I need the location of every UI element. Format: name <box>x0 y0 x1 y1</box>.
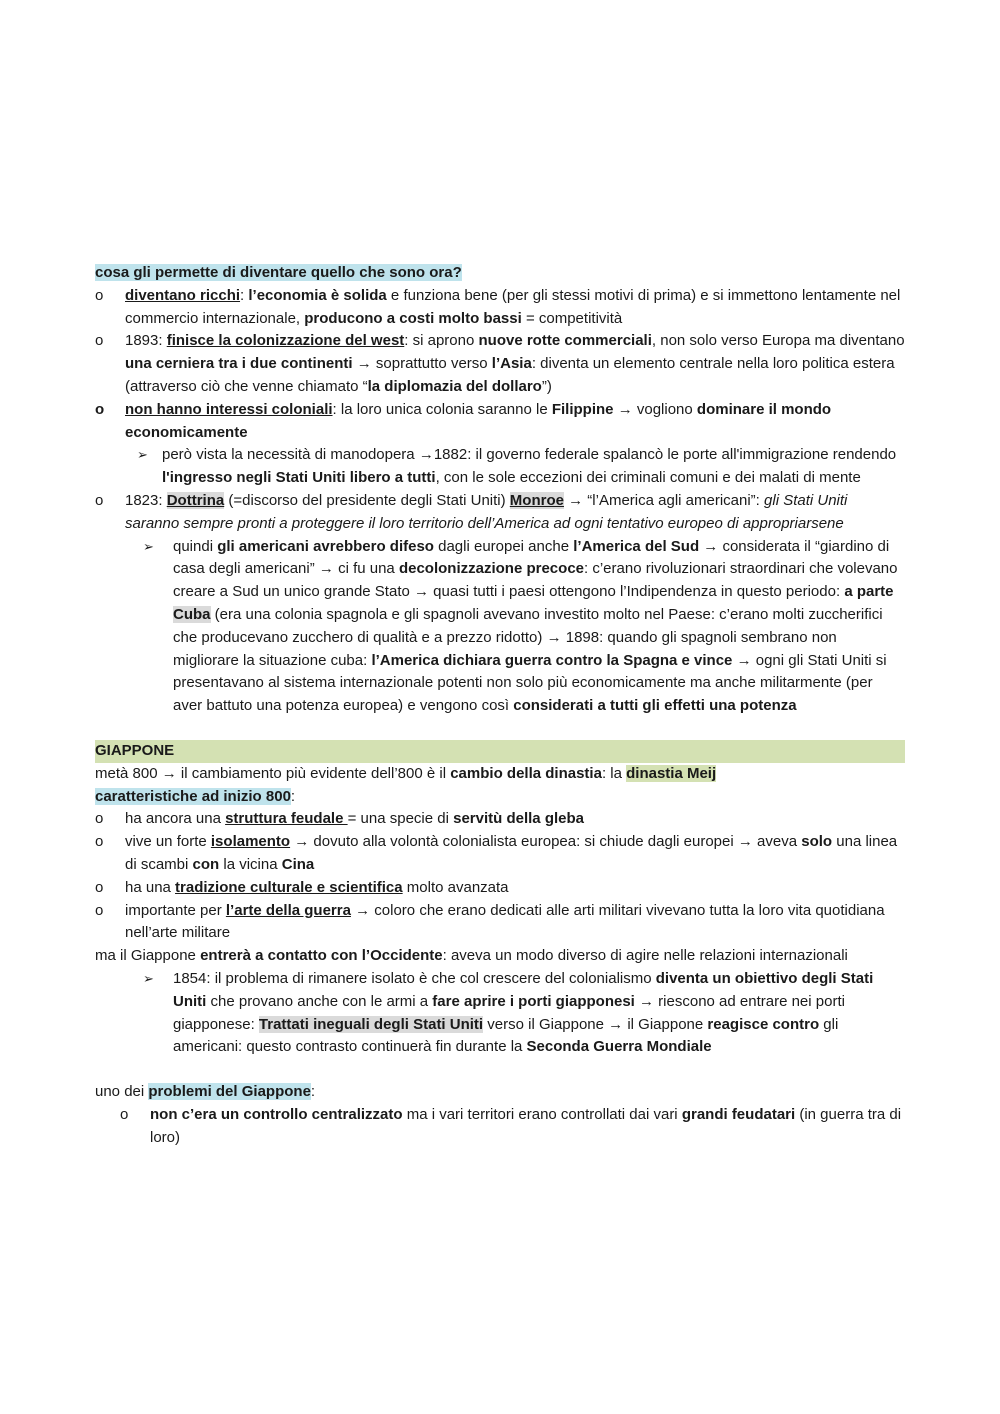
usa-question: cosa gli permette di diventare quello che sono ora? <box>95 264 462 281</box>
paragraph: caratteristiche ad inizio 800: <box>95 787 296 805</box>
arrow-icon: → <box>639 992 655 1010</box>
bullet-marker: o <box>95 332 104 350</box>
list-item: o non c’era un controllo centralizzato ma i vari territori erano controllati dai vari grandi feudatari (in guerra tra di loro) <box>120 1105 902 1146</box>
bullet-marker: o <box>95 833 104 851</box>
list-item: o diventano ricchi: l’economia è solida e funziona bene (per gli stessi motivi di prima) e si immettono lentamente nel commercio internazionale, producono a costi molto bassi = competitività <box>95 286 901 327</box>
arrowhead-bullet-icon: ➢ <box>143 538 154 554</box>
paragraph: uno dei problemi del Giappone: <box>95 1083 316 1101</box>
arrow-icon: → <box>546 628 562 646</box>
bullet-marker: o <box>95 878 104 896</box>
sub-list-item: ➢ 1854: il problema di rimanere isolato è che col crescere del colonialismo diventa un obiettivo degli Stati Uniti che provano anche con le armi a fare aprire i porti giapponesi → riescono ad entrare nei porti giapponese: Trattati ineguali degli Stati Uniti verso il Giappone → il Giappone reagisce contro gli americani: questo contrasto continuerà fin durante la Seconda Guerra Mondiale <box>143 969 874 1056</box>
arrow-icon: → <box>617 400 633 418</box>
arrow-icon: → <box>355 901 371 919</box>
paragraph: metà 800 → il cambiamento più evidente dell’800 è il cambio della dinastia: la dinastia Meij <box>95 764 717 782</box>
arrow-icon: → <box>161 764 177 782</box>
bullet-marker: o <box>95 400 105 418</box>
paragraph: ma il Giappone entrerà a contatto con l’Occidente: aveva un modo diverso di agire nelle relazioni internazionali <box>95 947 848 965</box>
arrow-icon: → <box>414 583 429 601</box>
document-page <box>95 262 905 1149</box>
list-item: o importante per l’arte della guerra → coloro che erano dedicati alle arti militari vivevano tutta la loro vita quotidiana nell’arte militare <box>95 901 885 942</box>
list-item: o 1893: finisce la colonizzazione del west: si aprono nuove rotte commerciali, non solo verso Europa ma diventano una cerniera tra i due continenti → soprattutto verso l’Asia: diventa un elemento centrale nella loro politica estera (attraverso ciò che venne chiamato “la diplomazia del dollaro”) <box>95 332 905 395</box>
list-item: o non hanno interessi coloniali: la loro unica colonia saranno le Filippine → vogliono dominare il mondo economicamente <box>95 400 832 441</box>
arrow-icon: → <box>737 833 753 851</box>
arrowhead-bullet-icon: ➢ <box>137 447 148 463</box>
arrow-icon: → <box>418 446 434 464</box>
bullet-marker: o <box>95 286 104 304</box>
list-item: o 1823: Dottrina (=discorso del presidente degli Stati Uniti) Monroe → “l’America agli americani”: gli Stati Uniti saranno sempre pronti a proteggere il loro territorio dell’America ad ogni tentativo europeo di appropriarsene <box>95 491 848 532</box>
list-item: o ha ancora una struttura feudale = una specie di servitù della gleba <box>95 808 905 831</box>
arrow-icon: → <box>294 833 310 851</box>
arrow-icon: → <box>703 537 719 555</box>
sub-list-item: ➢ però vista la necessità di manodopera →1882: il governo federale spalancò le porte all'immigrazione rendendo l'ingresso negli Stati Uniti libero a tutti, con le sole eccezioni dei criminali comuni e dei malati di mente <box>137 446 897 487</box>
list-item: o vive un forte isolamento → dovuto alla volontà colonialista europea: si chiude dagli europei → aveva solo una linea di scambi con la vicina Cina <box>95 833 898 873</box>
arrowhead-bullet-icon: ➢ <box>143 970 154 986</box>
bullet-marker: o <box>95 901 104 919</box>
sub-list-item: ➢ quindi gli americani avrebbero difeso dagli europei anche l’America del Sud → considerata il “giardino di casa degli americani” → ci fu una decolonizzazione precoce: c’erano rivoluzionari straordinari che volevano creare a Sud un unico grande Stato → quasi tutti i paesi ottengono l’Indipendenza in questo periodo: a parte Cuba (era una colonia spagnola e gli spagnoli avevano investito molto nel Paese: c’erano molti zuccherifici che producevano zucchero di qualità e a prezzo ridotto) → 1898: quando gli spagnoli sembrano non migliorare la situazione cuba: l’America dichiara guerra contro la Spagna e vince → ogni gli Stati Uniti si presentavano al sistema internazionale potenti non solo più economicamente ma anche militarmente (per aver battuto una potenza europea) e vengono così considerati a tutti gli effetti una potenza <box>143 537 898 715</box>
arrow-icon: → <box>608 1015 624 1033</box>
bullet-marker: o <box>95 810 104 828</box>
list-item: o ha una tradizione culturale e scientifica molto avanzata <box>95 877 905 900</box>
bullet-marker: o <box>120 1105 129 1123</box>
arrow-icon: → <box>736 651 752 669</box>
bullet-marker: o <box>95 491 104 509</box>
arrow-icon: → <box>356 355 372 373</box>
section-heading-japan: GIAPPONE <box>95 740 905 763</box>
arrow-icon: → <box>318 560 334 578</box>
arrow-icon: → <box>568 491 584 509</box>
